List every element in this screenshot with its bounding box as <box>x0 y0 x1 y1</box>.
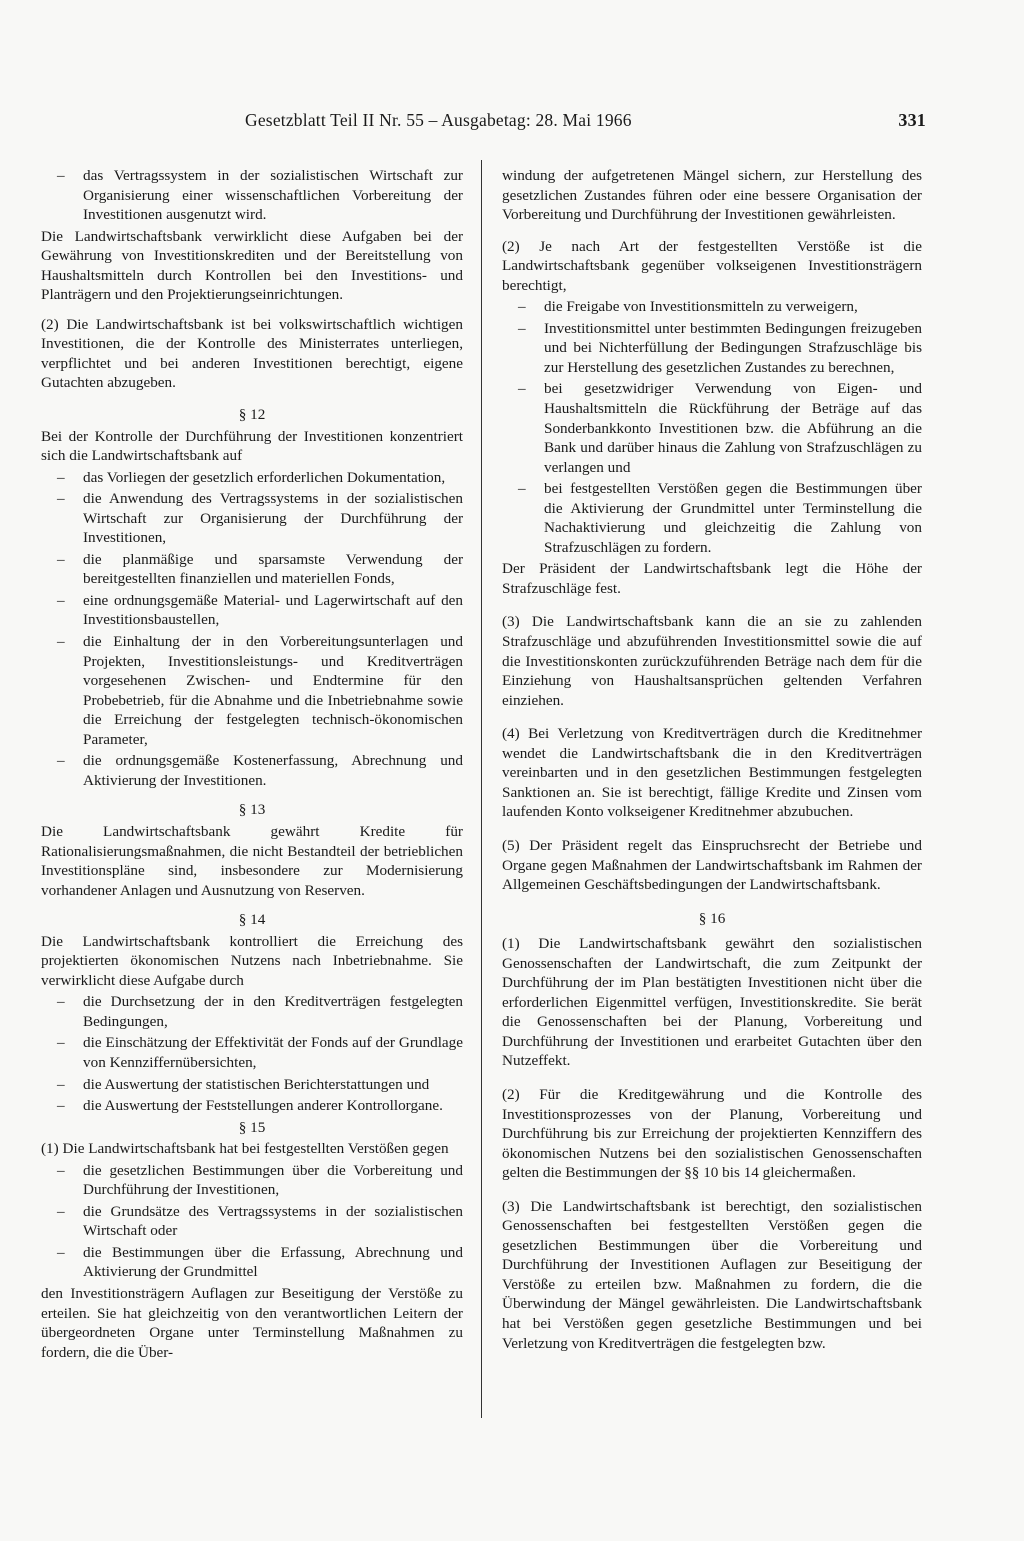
list-item: – die Einhaltung der in den Vorbereitungsunterlagen und Projekten, Investitionsleistungs- und Kreditverträgen vorgesehenen Zwischen- und Endtermine für den Probebetrieb, für die Abnahme und die Inbetriebnahme sowie die Erreichung der festgelegten technisch-ökonomischen Parameter, <box>41 632 463 749</box>
paragraph: windung der aufgetretenen Mängel sichern, zur Herstellung des gesetzlichen Zustandes führen oder eine bessere Organisation der Vorbereitung und Durchführung der Investitionen gewährleisten. <box>502 167 922 224</box>
list-item: – die Auswertung der Feststellungen anderer Kontrollorgane. <box>41 1096 463 1116</box>
column-divider <box>481 160 482 1418</box>
list-item: – die Auswertung der statistischen Berichterstattungen und <box>41 1075 463 1095</box>
list-item: – die Einschätzung der Effektivität der Fonds auf der Grundlage von Kennziffernübersichten, <box>41 1033 463 1072</box>
paragraph: (5) Der Präsident regelt das Einspruchsrecht der Betriebe und Organe gegen Maßnahmen der Landwirtschaftsbank im Rahmen der Allgemeinen Geschäftsbedingungen der Landwirtschaftsbank. <box>502 836 922 894</box>
section-15-list <box>41 1161 463 1282</box>
list-item: – die planmäßige und sparsamste Verwendung der bereitgestellten finanziellen und materiellen Fonds, <box>41 550 463 589</box>
paragraph: (2) Die Landwirtschaftsbank ist bei volkswirtschaftlich wichtigen Investitionen, die der Kontrolle des Ministerrates unterliegen, verpflichtet und bei anderen Investitionen berechtigt, eigene Gutachten abzugeben. <box>41 315 463 392</box>
section-heading-15: § 15 <box>238 1118 266 1136</box>
list-item: – die Bestimmungen über die Erfassung, Abrechnung und Aktivierung der Grundmittel <box>41 1243 463 1282</box>
continued-list <box>41 166 463 225</box>
paragraph: (3) Die Landwirtschaftsbank kann die an sie zu zahlenden Strafzuschläge und abzuführenden Investitionsmittel sowie die auf die Investitionskonten zurückzuführenden Beträge nach dem für die Einziehung von Haushaltsansprüchen geltenden Verfahren einziehen. <box>502 613 922 709</box>
list-item: – die Freigabe von Investitionsmitteln zu verweigern, <box>502 297 922 317</box>
paragraph: Der Präsident der Landwirtschaftsbank legt die Höhe der Strafzuschläge fest. <box>502 560 922 597</box>
paragraph: (3) Die Landwirtschaftsbank ist berechtigt, den sozialistischen Genossenschaften bei festgestellten Verstößen gegen die gesetzlichen Bestimmungen über die Vorbereitung und Durchführung der Investitionen Auflagen zur Beseitigung der Verstöße zu erteilen bzw. Maßnahmen zu fordern, die die Überwindung der Mängel gewährleisten. Die Landwirtschaftsbank hat bei Verstößen gegen gesetzliche Bestimmungen und bei Verletzung von Kreditverträgen die festgelegten bzw. <box>502 1197 922 1352</box>
paragraph: Die Landwirtschaftsbank gewährt Kredite für Rationalisierungsmaßnahmen, die nicht Bestandteil der betrieblichen Investitionspläne sind, insbesondere zur Modernisierung vorhandener Anlagen und Ausnutzung von Reserven. <box>41 822 463 899</box>
paragraph: Die Landwirtschaftsbank kontrolliert die Erreichung des projektierten ökonomischen Nutzens nach Inbetriebnahme. Sie verwirklicht diese Aufgabe durch <box>41 932 463 989</box>
list-item: – die Grundsätze des Vertragssystems in der sozialistischen Wirtschaft oder <box>41 1202 463 1241</box>
page-header <box>220 108 926 138</box>
list-item: – das Vertragssystem in der sozialistischen Wirtschaft zur Organisierung einer wissenschaftlichen Vorbereitung der Investitionen ausgenutzt wird. <box>41 166 463 225</box>
paragraph: (4) Bei Verletzung von Kreditverträgen durch die Kreditnehmer wendet die Landwirtschaftsbank die in den Kreditverträgen vereinbarten und in den gesetzlichen Bestimmungen festgelegten Sanktionen an. Sie ist berechtigt, fällige Kredite und Zinsen vom laufenden Konto volkseigener Kreditnehmer abzubuchen. <box>502 725 922 821</box>
list-item: – bei gesetzwidriger Verwendung von Eigen- und Haushaltsmitteln die Rückführung der Beträge auf das Sonderbankkonto Investitionen bzw. die Abführung an die Bank und darüber hinaus die Zahlung von Strafzuschlägen zu verlangen und <box>502 379 922 477</box>
paragraph: Die Landwirtschaftsbank verwirklicht diese Aufgaben bei der Gewährung von Investitionskrediten und der Bereitstellung von Haushaltsmitteln durch Kontrollen bei den Investitions- und Planträgern und den Projektierungseinrichtungen. <box>41 227 463 304</box>
section-heading-16: § 16 <box>698 909 726 927</box>
section-heading-14: § 14 <box>238 911 266 929</box>
paragraph: (2) Für die Kreditgewährung und die Kontrolle des Investitionsprozesses von der Planung, Vorbereitung und Durchführung bis zur Erreichung der projektierten Kennziffern des ökonomischen Nutzens bei den sozialistischen Genossenschaften gelten die Bestimmungen der §§ 10 bis 14 gleichermaßen. <box>502 1085 922 1182</box>
gazette-title: Gesetzblatt Teil II Nr. 55 – Ausgabetag: 28. Mai 1966 <box>245 110 632 130</box>
list-item: – die Anwendung des Vertragssystems in der sozialistischen Wirtschaft zur Organisierung der Durchführung der Investitionen, <box>41 489 463 548</box>
left-column <box>41 166 463 1364</box>
list-item: – das Vorliegen der gesetzlich erforderlichen Dokumentation, <box>41 468 463 488</box>
right-column <box>502 166 922 1361</box>
page-number: 331 <box>898 110 926 130</box>
list-item: – die gesetzlichen Bestimmungen über die Vorbereitung und Durchführung der Investitionen, <box>41 1161 463 1200</box>
section-12-list <box>41 468 463 791</box>
section-heading-12: § 12 <box>238 406 266 424</box>
paragraph: Bei der Kontrolle der Durchführung der Investitionen konzentriert sich die Landwirtschaftsbank auf <box>41 427 463 465</box>
section-heading-13: § 13 <box>238 801 266 819</box>
paragraph: den Investitionsträgern Auflagen zur Beseitigung der Verstöße zu erteilen. Sie hat gleichzeitig von den verantwortlichen Leitern der übergeordneten Organe unter Terminstellung Maßnahmen zu fordern, die die Über- <box>41 1284 463 1361</box>
section-14-list <box>41 992 463 1115</box>
paragraph: (1) Die Landwirtschaftsbank gewährt den sozialistischen Genossenschaften der Landwirtschaft, die zum Zeitpunkt der Durchführung der im Plan bestätigten Investitionen nicht über die erforderlichen Eigenmittel verfügen, Investitionskredite. Sie berät die Genossenschaften bei der Planung, Vorbereitung und Durchführung der Investitionen und erarbeitet Gutachten über den Nutzeffekt. <box>502 935 922 1070</box>
list-item: – Investitionsmittel unter bestimmten Bedingungen freizugeben und bei Nichterfüllung der Bedingungen Strafzuschläge bis zur Herstellung des gesetzlichen Zustandes zu berechnen, <box>502 319 922 378</box>
paragraph: (1) Die Landwirtschaftsbank hat bei festgestellten Verstößen gegen <box>41 1140 449 1158</box>
paragraph: (2) Je nach Art der festgestellten Verstöße ist die Landwirtschaftsbank gegenüber volkseigenen Investitionsträgern berechtigt, <box>502 237 922 294</box>
list-item: – die Durchsetzung der in den Kreditverträgen festgelegten Bedingungen, <box>41 992 463 1031</box>
list-item: – die ordnungsgemäße Kostenerfassung, Abrechnung und Aktivierung der Investitionen. <box>41 751 463 790</box>
list-item: – eine ordnungsgemäße Material- und Lagerwirtschaft auf den Investitionsbaustellen, <box>41 591 463 630</box>
section-15-2-list <box>502 297 922 557</box>
list-item: – bei festgestellten Verstößen gegen die Bestimmungen über die Aktivierung der Grundmittel unter Terminstellung die Nachaktivierung und gleichzeitig die Zahlung von Strafzuschlägen zu fordern. <box>502 479 922 557</box>
